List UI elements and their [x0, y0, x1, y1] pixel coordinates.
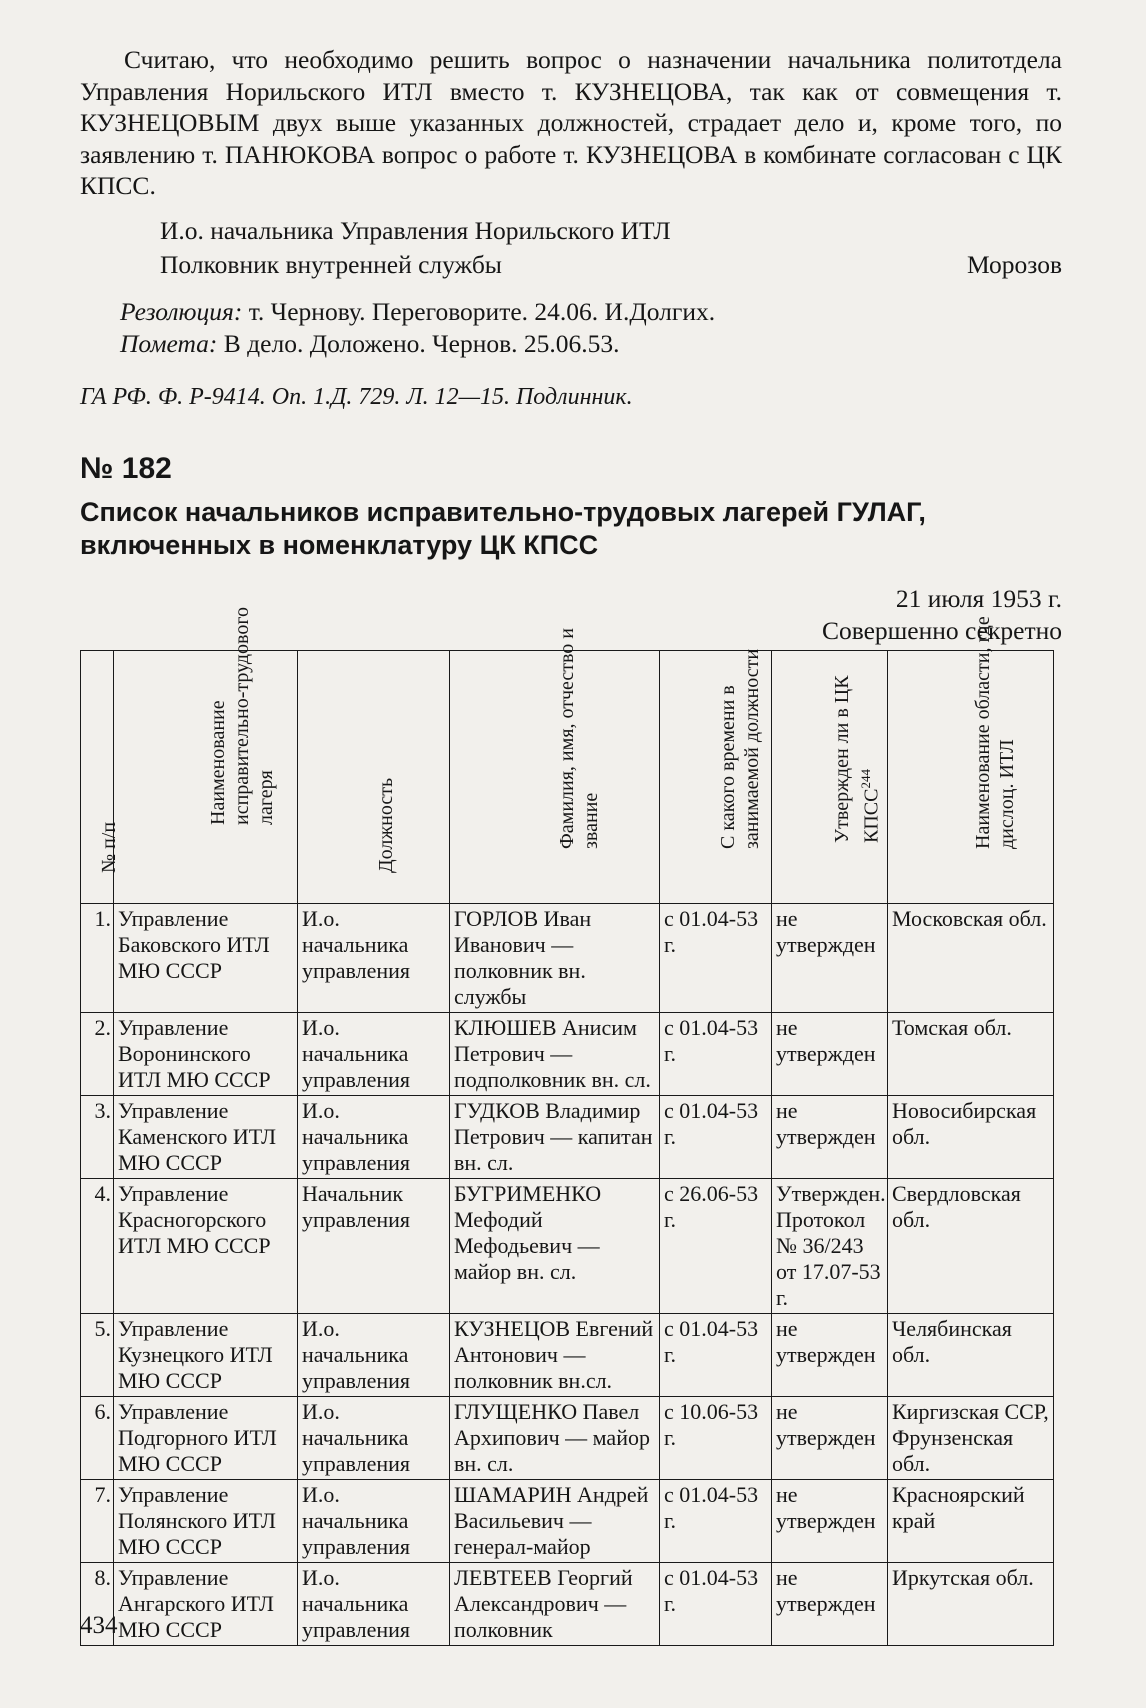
row-name: КУЗНЕЦОВ Евгений Антонович — полковник вн.сл.	[450, 1314, 660, 1397]
signature-rank: Полковник внутренней службы	[160, 250, 502, 279]
row-region: Иркутская обл.	[888, 1563, 1054, 1646]
table-row	[81, 1013, 1054, 1096]
row-approved: не утвержден	[772, 1480, 888, 1563]
row-num: 7.	[81, 1480, 114, 1563]
row-num: 6.	[81, 1397, 114, 1480]
header-region-label: Наименование области, где дислоц. ИТЛ	[971, 616, 1018, 849]
row-camp: Управление Подгорного ИТЛ МЮ СССР	[114, 1397, 298, 1480]
header-name-label: Фамилия, имя, отчество и звание	[555, 627, 602, 849]
row-approved: не утвержден	[772, 1096, 888, 1179]
table-row	[81, 1563, 1054, 1646]
row-region: Красноярский край	[888, 1480, 1054, 1563]
row-approved: не утвержден	[772, 904, 888, 1013]
row-num: 5.	[81, 1314, 114, 1397]
row-num: 4.	[81, 1179, 114, 1314]
table-row	[81, 1480, 1054, 1563]
header-camp	[114, 606, 298, 904]
row-camp: Управление Воронинского ИТЛ МЮ СССР	[114, 1013, 298, 1096]
row-name: ШАМАРИН Андрей Васильевич — генерал-майор	[450, 1480, 660, 1563]
footnote-marker: 244	[857, 769, 873, 789]
header-approved	[772, 651, 888, 904]
header-camp-label: Наименование исправительно-трудового лагеря	[206, 606, 277, 825]
row-num: 8.	[81, 1563, 114, 1646]
row-camp: Управление Полянского ИТЛ МЮ СССР	[114, 1480, 298, 1563]
row-position: И.о. начальника управления	[298, 1013, 450, 1096]
row-since: с 01.04-53 г.	[660, 1480, 772, 1563]
row-approved: не утвержден	[772, 1314, 888, 1397]
row-since: с 01.04-53 г.	[660, 1563, 772, 1646]
table-row	[81, 1179, 1054, 1314]
header-num-label: № п/п	[98, 821, 120, 873]
table-row	[81, 1397, 1054, 1480]
row-name: ГУДКОВ Владимир Петрович — капитан вн. сл.	[450, 1096, 660, 1179]
row-name: ЛЕВТЕЕВ Георгий Александрович — полковник	[450, 1563, 660, 1646]
row-since: с 01.04-53 г.	[660, 1096, 772, 1179]
row-since: с 01.04-53 г.	[660, 1013, 772, 1096]
header-since-label: С какого времени в занимаемой должности	[716, 648, 763, 849]
document-date: 21 июля 1953 г.	[895, 584, 1062, 613]
header-approved-label	[830, 603, 884, 843]
row-position: И.о. начальника управления	[298, 1563, 450, 1646]
row-region: Томская обл.	[888, 1013, 1054, 1096]
row-since: с 10.06-53 г.	[660, 1397, 772, 1480]
header-position-label: Должность	[374, 777, 397, 873]
row-position: И.о. начальника управления	[298, 1397, 450, 1480]
row-since: с 01.04-53 г.	[660, 1314, 772, 1397]
row-region: Московская обл.	[888, 904, 1054, 1013]
row-num: 3.	[81, 1096, 114, 1179]
note-label: Помета:	[120, 329, 218, 358]
archive-reference: ГА РФ. Ф. Р-9414. Оп. 1.Д. 729. Л. 12—15. Подлинник.	[80, 384, 633, 410]
row-camp: Управление Баковского ИТЛ МЮ СССР	[114, 904, 298, 1013]
page-number: 434	[80, 1612, 118, 1639]
intro-paragraph: Считаю, что необходимо решить вопрос о назначении начальника политотдела Управления Норильского ИТЛ вместо т. КУЗНЕЦОВА, так как от совмещения т. КУЗНЕЦОВЫМ двух выше указанных должностей, страдает дело и, кроме того, по заявлению т. ПАНЮКОВА вопрос о работе т. КУЗНЕЦОВА в комбинате согласован с ЦК КПСС.	[80, 45, 1062, 200]
row-approved: не утвержден	[772, 1563, 888, 1646]
row-since: с 01.04-53 г.	[660, 904, 772, 1013]
row-region: Челябинская обл.	[888, 1314, 1054, 1397]
header-position	[298, 651, 450, 904]
document-number: № 182	[80, 452, 172, 485]
row-position: Начальник управления	[298, 1179, 450, 1314]
signature-name: Морозов	[966, 250, 1062, 279]
row-approved: не утвержден	[772, 1397, 888, 1480]
row-position: И.о. начальника управления	[298, 1480, 450, 1563]
row-approved: Утвержден. Протокол № 36/243 от 17.07-53 г.	[772, 1179, 888, 1314]
row-num: 2.	[81, 1013, 114, 1096]
header-since	[660, 648, 772, 904]
row-region: Киргизская ССР, Фрунзенская обл.	[888, 1397, 1054, 1480]
row-region: Новосибирская обл.	[888, 1096, 1054, 1179]
table-header-row	[81, 651, 1054, 904]
header-num	[81, 651, 120, 904]
row-name: ГЛУЩЕНКО Павел Архипович — майор вн. сл.	[450, 1397, 660, 1480]
classification-stamp: Совершенно секретно	[821, 616, 1062, 645]
table-row	[81, 904, 1054, 1013]
header-approved-text: Утвержден ли в ЦК КПСС	[830, 675, 883, 844]
row-position: И.о. начальника управления	[298, 1314, 450, 1397]
row-num: 1.	[81, 904, 114, 1013]
resolution-text: т. Чернову. Переговорите. 24.06. И.Долгих.	[248, 297, 716, 326]
resolution-block	[120, 296, 715, 360]
row-since: с 26.06-53 г.	[660, 1179, 772, 1314]
signature-title: И.о. начальника Управления Норильского ИТЛ	[160, 216, 671, 245]
row-approved: не утвержден	[772, 1013, 888, 1096]
row-camp: Управление Ангарского ИТЛ МЮ СССР	[114, 1563, 298, 1646]
header-name	[450, 627, 660, 904]
document-title: Список начальников исправительно-трудовых лагерей ГУЛАГ, включенных в номенклатуру ЦК КПСС	[80, 497, 926, 560]
resolution-label: Резолюция:	[120, 297, 243, 326]
row-position: И.о. начальника управления	[298, 1096, 450, 1179]
row-camp: Управление Красногорского ИТЛ МЮ СССР	[114, 1179, 298, 1314]
row-camp: Управление Кузнецкого ИТЛ МЮ СССР	[114, 1314, 298, 1397]
row-camp: Управление Каменского ИТЛ МЮ СССР	[114, 1096, 298, 1179]
row-name: КЛЮШЕВ Анисим Петрович — подполковник вн. сл.	[450, 1013, 660, 1096]
row-name: ГОРЛОВ Иван Иванович — полковник вн. службы	[450, 904, 660, 1013]
note-text: В дело. Доложено. Чернов. 25.06.53.	[223, 329, 620, 358]
row-position: И.о. начальника управления	[298, 904, 450, 1013]
table-row	[81, 1314, 1054, 1397]
row-name: БУГРИМЕНКО Мефодий Мефодьевич — майор вн. сл.	[450, 1179, 660, 1314]
table-row	[81, 1096, 1054, 1179]
row-region: Свердловская обл.	[888, 1179, 1054, 1314]
